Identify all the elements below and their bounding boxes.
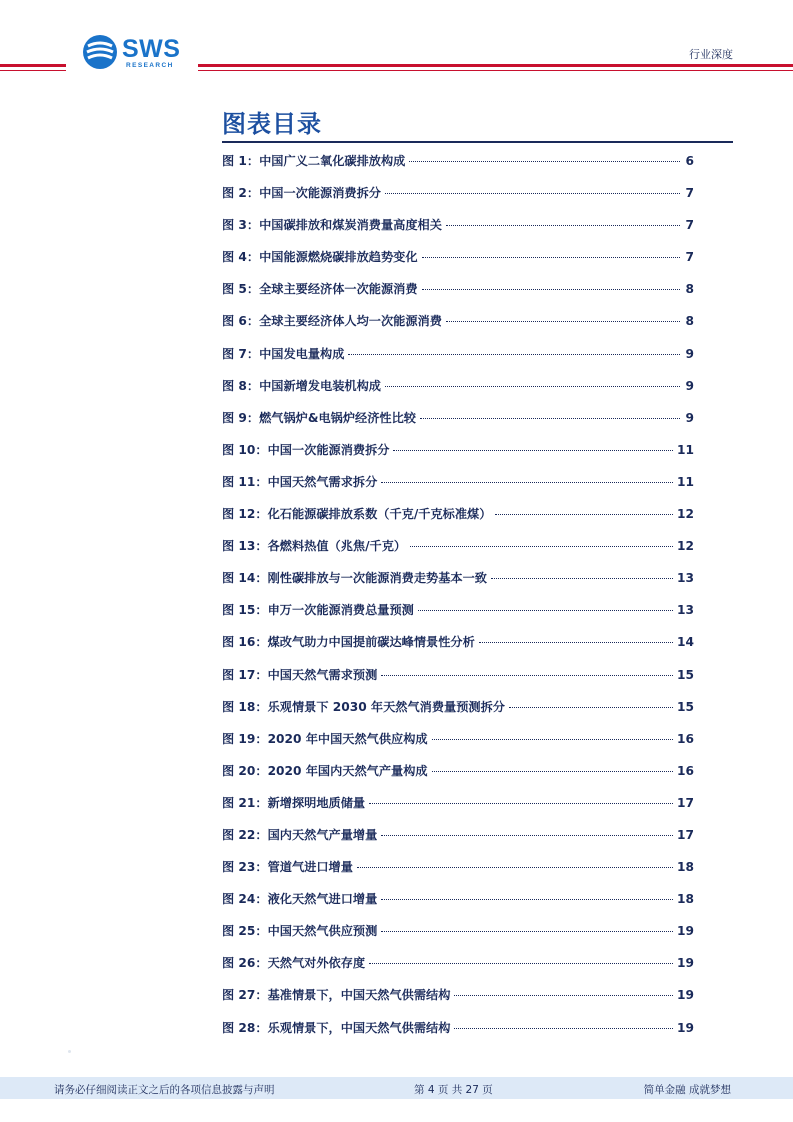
toc-entry-label: 图 17：中国天然气需求预测: [222, 667, 378, 682]
toc-entry[interactable]: [222, 922, 694, 954]
toc-entry-page: 19: [677, 1020, 694, 1035]
toc-entry[interactable]: [222, 986, 694, 1018]
toc-entry[interactable]: [222, 409, 694, 441]
header-rule-right-thin: [198, 70, 793, 71]
toc-entry-page: 9: [685, 410, 694, 425]
toc-entry[interactable]: [222, 762, 694, 794]
sws-logo-icon: [82, 34, 118, 70]
toc-entry-page: 15: [677, 667, 694, 682]
toc-leader: [418, 610, 673, 611]
toc-leader: [409, 161, 680, 162]
header-rule-left-thin: [0, 70, 66, 71]
figure-toc: [222, 152, 694, 1051]
toc-entry-label: 图 10：中国一次能源消费拆分: [222, 442, 390, 457]
toc-entry-label: 图 5：全球主要经济体一次能源消费: [222, 282, 418, 297]
toc-entry[interactable]: [222, 890, 694, 922]
toc-entry-label: 图 4：中国能源燃烧碳排放趋势变化: [222, 250, 418, 265]
toc-entry-label: 图 1：中国广义二氧化碳排放构成: [222, 154, 406, 168]
toc-entry-label: 图 19：2020 年中国天然气供应构成: [222, 731, 428, 746]
toc-entry-page: 19: [677, 924, 694, 939]
toc-leader: [432, 771, 673, 772]
toc-entry[interactable]: [222, 730, 694, 762]
toc-entry[interactable]: [222, 441, 694, 473]
header-rule-left: [0, 64, 66, 67]
toc-leader: [479, 642, 673, 643]
toc-leader: [385, 193, 680, 194]
toc-entry-label: 图 6：全球主要经济体人均一次能源消费: [222, 314, 442, 329]
toc-entry-page: 7: [685, 218, 694, 233]
toc-entry-page: 14: [677, 635, 694, 650]
toc-entry-page: 13: [677, 603, 694, 618]
sws-logo: [82, 34, 192, 74]
toc-entry[interactable]: [222, 216, 694, 248]
footer-disclaimer: 请务必仔细阅读正文之后的各项信息披露与声明: [54, 1084, 275, 1096]
toc-leader: [495, 514, 673, 515]
toc-leader: [454, 995, 673, 996]
toc-entry-label: 图 14：刚性碳排放与一次能源消费走势基本一致: [222, 571, 487, 586]
toc-leader: [393, 450, 673, 451]
toc-entry-page: 7: [685, 250, 694, 265]
toc-entry-page: 11: [677, 474, 694, 489]
toc-entry-page: 19: [677, 988, 694, 1003]
toc-entry-label: 图 25：中国天然气供应预测: [222, 924, 378, 939]
toc-entry[interactable]: [222, 505, 694, 537]
toc-entry-page: 7: [685, 186, 694, 201]
toc-entry[interactable]: [222, 698, 694, 730]
toc-entry-label: 图 18：乐观情景下 2030 年天然气消费量预测拆分: [222, 699, 505, 714]
toc-entry[interactable]: [222, 954, 694, 986]
toc-entry-label: 图 23：管道气进口增量: [222, 860, 353, 875]
toc-entry-page: 18: [677, 860, 694, 875]
toc-entry-label: 图 11：中国天然气需求拆分: [222, 474, 378, 489]
toc-entry-label: 图 13：各燃料热值（兆焦/千克）: [222, 539, 407, 554]
toc-entry-label: 图 15：申万一次能源消费总量预测: [222, 603, 414, 618]
toc-leader: [369, 803, 673, 804]
toc-entry-label: 图 28：乐观情景下，中国天然气供需结构: [222, 1020, 451, 1035]
toc-entry-page: 16: [677, 763, 694, 778]
toc-entry-label: 图 20：2020 年国内天然气产量构成: [222, 763, 428, 778]
page-title: 图表目录: [222, 110, 322, 138]
toc-entry-label: 图 24：液化天然气进口增量: [222, 892, 378, 907]
section-label: 行业深度: [689, 48, 733, 61]
toc-entry[interactable]: [222, 826, 694, 858]
toc-entry-label: 图 22：国内天然气产量增量: [222, 827, 378, 842]
toc-leader: [420, 418, 680, 419]
toc-leader: [381, 931, 673, 932]
toc-leader: [491, 578, 673, 579]
header-rule-right: [198, 64, 793, 67]
toc-entry[interactable]: [222, 858, 694, 890]
logo-text: SWS: [122, 35, 181, 63]
toc-entry[interactable]: [222, 537, 694, 569]
toc-entry[interactable]: [222, 1019, 694, 1051]
toc-leader: [381, 835, 673, 836]
toc-entry[interactable]: [222, 345, 694, 377]
toc-entry-page: 16: [677, 731, 694, 746]
footer-slogan: 简单金融 成就梦想: [643, 1084, 731, 1096]
toc-entry-label: 图 16：煤改气助力中国提前碳达峰情景性分析: [222, 635, 475, 650]
toc-leader: [446, 321, 680, 322]
toc-leader: [385, 386, 680, 387]
toc-entry-page: 9: [685, 346, 694, 361]
toc-leader: [454, 1028, 673, 1029]
toc-entry-label: 图 7：中国发电量构成: [222, 346, 345, 361]
toc-entry[interactable]: [222, 601, 694, 633]
toc-entry-page: 8: [685, 314, 694, 329]
toc-entry-label: 图 26：天然气对外依存度: [222, 956, 366, 971]
toc-entry-label: 图 3：中国碳排放和煤炭消费量高度相关: [222, 218, 442, 233]
toc-entry[interactable]: [222, 794, 694, 826]
toc-leader: [432, 739, 673, 740]
toc-entry-label: 图 27：基准情景下，中国天然气供需结构: [222, 988, 451, 1003]
toc-entry-label: 图 12：化石能源碳排放系数（千克/千克标准煤）: [222, 507, 492, 522]
toc-entry[interactable]: [222, 280, 694, 312]
toc-entry-page: 8: [685, 282, 694, 297]
toc-leader: [422, 257, 680, 258]
toc-entry[interactable]: [222, 312, 694, 344]
toc-entry-page: 17: [677, 827, 694, 842]
toc-leader: [446, 225, 680, 226]
toc-entry[interactable]: [222, 248, 694, 280]
toc-entry-page: 15: [677, 699, 694, 714]
toc-entry-label: 图 9：燃气锅炉&电锅炉经济性比较: [222, 410, 416, 425]
toc-leader: [369, 963, 673, 964]
toc-entry-page: 12: [677, 539, 694, 554]
page-speck: [68, 1050, 71, 1053]
toc-entry[interactable]: [222, 633, 694, 665]
toc-leader: [381, 675, 673, 676]
toc-entry-page: 18: [677, 892, 694, 907]
toc-leader: [422, 289, 680, 290]
toc-entry-page: 17: [677, 795, 694, 810]
toc-leader: [509, 707, 673, 708]
toc-entry[interactable]: [222, 152, 694, 184]
toc-entry[interactable]: [222, 377, 694, 409]
toc-entry-page: 12: [677, 507, 694, 522]
toc-entry-page: 19: [677, 956, 694, 971]
logo-subtext: RESEARCH: [126, 62, 174, 69]
toc-entry-page: 9: [685, 378, 694, 393]
toc-entry-page: 13: [677, 571, 694, 586]
toc-entry[interactable]: [222, 473, 694, 505]
toc-entry-label: 图 2：中国一次能源消费拆分: [222, 186, 381, 201]
toc-leader: [348, 354, 680, 355]
toc-entry[interactable]: [222, 569, 694, 601]
toc-entry-page: 11: [677, 442, 694, 457]
toc-entry[interactable]: [222, 184, 694, 216]
toc-entry[interactable]: [222, 666, 694, 698]
toc-entry-page: 6: [685, 154, 694, 168]
toc-leader: [357, 867, 673, 868]
toc-entry-label: 图 21：新增探明地质储量: [222, 795, 366, 810]
toc-leader: [381, 482, 673, 483]
toc-leader: [410, 546, 673, 547]
footer-page-info: 第 4 页 共 27 页: [414, 1084, 493, 1096]
toc-entry-label: 图 8：中国新增发电装机构成: [222, 378, 381, 393]
title-divider: [222, 141, 733, 143]
toc-leader: [381, 899, 673, 900]
